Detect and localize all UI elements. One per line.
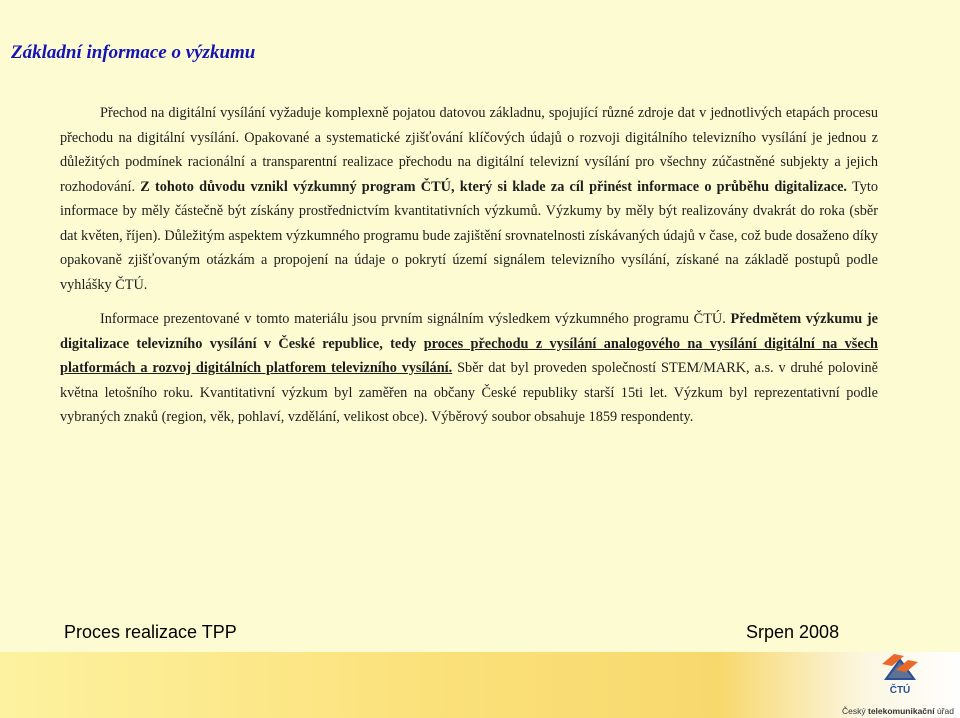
logo-caption-part1: Český [842, 706, 868, 716]
logo-caption-bold: telekomunikační [867, 706, 935, 716]
paragraph-subject-text: Informace prezentované v tomto materiálu jsou prvním signálním výsledkem výzkumného programu ČTÚ. [100, 311, 726, 327]
logo-acronym: ČTÚ [889, 685, 911, 696]
paragraph-intro-text-2: Tyto informace by měly částečně být získány prostřednictvím kvantitativních výzkumů. Výzkumy by měly být realizovány dvakrát do roka (sběr dat květen, říjen). Důležitým aspektem výzkumného programu bude zajištění srovnatelnosti získávaných údajů v čase, což bude dosaženo díky opakovaně zjišťovaným otázkám a propojení na údaje o pokrytí území signálem televizního vysílání, získané na základě postupů podle vyhlášky ČTÚ. [60, 178, 878, 293]
paragraph-subject [60, 307, 878, 430]
paragraph-intro-bold: Z tohoto důvodu vznikl výzkumný program ČTÚ, který si klade za cíl přinést informace o průběhu digitalizace. [140, 178, 848, 195]
bottom-decorative-band [0, 652, 960, 718]
footer-left-label: Proces realizace TPP [64, 622, 237, 642]
body-text [60, 101, 878, 430]
paragraph-subject-text-2: Sběr dat byl proveden společností STEM/MARK, a.s. v druhé polovině května letošního roku. Kvantitativní výzkum byl zaměřen na občany České republiky starší 15ti let. Výzkum byl reprezentativní podle vybraných znaků (region, věk, pohlaví, vzdělání, velikost obce). Výběrový soubor obsahuje 1859 respondenty. [60, 360, 878, 425]
page-title: Základní informace o výzkumu [11, 42, 256, 63]
logo-caption [842, 706, 960, 716]
paragraph-intro [60, 101, 878, 297]
paragraph-intro-text: Přechod na digitální vysílání vyžaduje komplexně pojatou datovou základnu, spojující různé zdroje dat v jednotlivých etapách procesu přechodu na digitální vysílání. Opakované a systematické zjišťování klíčových údajů o rozvoji digitálního televizního vysílání je jednou z důležitých podmínek racionální a transparentní realizace přechodu na digitální televizní vysílání pro všechny zúčastněné subjekty a jejich rozhodování. [60, 105, 878, 195]
logo-caption-part2: úřad [934, 706, 954, 716]
paragraph-subject-underlined: proces přechodu z vysílání analogového na vysílání digitální na všech platformách a rozvoj digitálních platforem televizního vysílání. [60, 335, 879, 376]
paragraph-subject-bold: Předmětem výzkumu je digitalizace televizního vysílání v České republice, tedy [60, 311, 878, 352]
ctu-logo-icon [842, 650, 960, 704]
ctu-logo [842, 650, 960, 718]
footer-date: Srpen 2008 [746, 622, 840, 642]
